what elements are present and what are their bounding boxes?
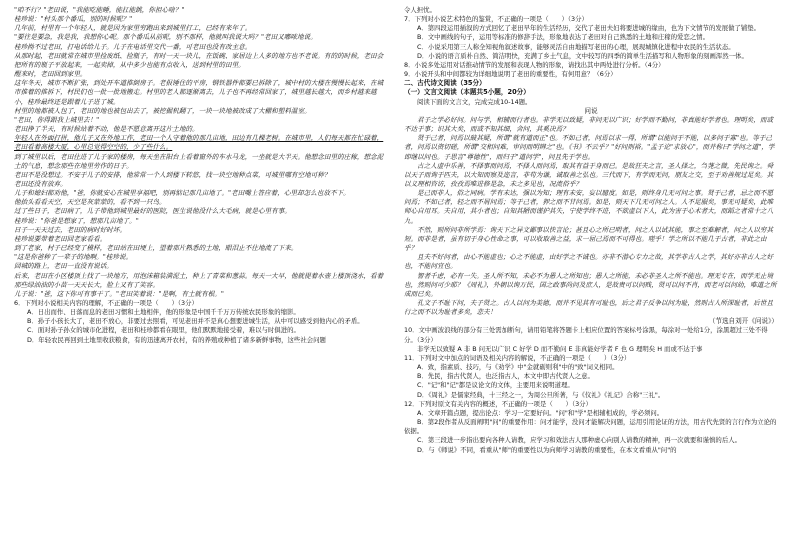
question-6-option-d: D．年轻农民再回到土地里收获粮食，有的迅速离开农村，有的养殖或种植了诸多新鲜事物，这些社会问题 [27,335,326,344]
continued-text: 令人担忧。 [404,6,436,14]
question-7-option-c: C．小说采用第三人称全知视角叙述故事，能够灵活自由地描写老田的心理，展现城镇化进程中农民的生活状态。 [417,42,735,51]
story-line: 从那时起，老田就常在城市里捡废纸、捡瓶子，有时一天一块儿，在饭碗、家居边上人多的地方也不老说。有的的时候，老田会把所有的瓶子平放起来，一起卖掉，从中多少也能有点收入，送到村里的田里。 [14,51,384,69]
question-9: 9．小说开头和中间都较为详细地说明了老田的重要性，有何用意？（6分） [404,70,617,79]
question-12-option-c: C．第三段进一步指出要向各种人请教，应学习和效法古人那种虚心向别人请教的精神，再一次就要和谨慎的后人。 [417,436,741,445]
question-8: 8．小说多处运用对话推动情节的发展和表现人物的形象，请找出其中两处进行分析。（4分） [404,60,665,69]
story-line: "要往是要急，我是我，我想你心呢。那个番瓜从前呢，别不那样，他就叫我说大吗？"老田又嘟哝地说。 [14,33,317,42]
passage-title: 问说 [584,106,598,115]
passage-paragraph: 孔文子不耻下问，夫子贤之。古人以问为美德，而并不见其有可耻也，后之君子反争以问为耻，然则古人所深耻者，后世且行之而不以为耻者多矣，悲夫！ [404,299,774,317]
question-11-option-d: D．《周礼》是儒家经典，十三经之一，为周公旦所著，与《仪礼》《礼记》合称"三礼"。 [417,390,665,399]
question-6-stem: 6．下列对小说相关内容的理解，不正确的一项是（ ）（3分） [14,299,198,307]
story-line: 几年前，村里有一个年轻人，就是因为家里穷跑出来到城里打工，已经有来年了。 [14,24,252,33]
question-7-stem: 7．下列对小说艺术特色的鉴赏，不正确的一项是（ ）（3分） [404,15,588,24]
passage-paragraph: 不然，则所问非所学焉：询天下之异文鄙事以快言论；甚且心之所已明者，问之人以试其能，事之至难解者，问之人以穷其短。而非是者，虽有切于身心性命之事，可以收取善之益，求一屈己焉而不可得也。嗟乎！学之所以不能几于古者，非此之由乎？ [404,225,774,253]
story-line: 这年冬天，城市不断扩张，到处开车道推倒房子。老报锤住的平房，钢铁器件都要已拆除了，城中村的大楼在慢慢长起来，在城市推着的推拆下，村民们也一批一批地搬走。村里的老人都逐渐离去，儿子也不再经常回家了，城里越长越大，而乡村越来越小，桂珍最终还是跟着儿子进了城。 [14,79,384,106]
question-10-options: 非学无以致疑 A 非 B 问无以广识 C 好学 D 而不勤问 E 非真能好学者 F 也 G 理明矣 H 而或不达于事 [417,344,703,353]
question-6-option-a: A．日出而作、日落而息的老田习惯和土地相伴，他的形象是中国千千万万传统农民形象的缩影。 [27,308,300,317]
question-11-stem: 11．下列对文中加点的词语及相关内容的解说，不正确的一项是（ ）（3分） [404,353,631,362]
story-line: 儿子说："爸，这下你可有事干了。"老田笑着说："是啊，有土就有根。" [14,289,224,298]
left-column [14,6,388,554]
question-7-option-b: B．文中画线的句子，运用等标准的修辞手法，形象地表达了老田对自己熟悉的土地和庄稼的爱恋之情。 [417,33,709,42]
question-10-stem: 10．文中画波浪线的部分有三处需加断句，请用铅笔将答题卡上相应位置的答案标号涂黑，每涂对一处给1分，涂黑超过三处不得分。（3分） [404,326,768,344]
story-line: 老田不是没想过。不安于儿子的安排，他常常一个人到楼下转悠，找一块空地种点菜，可城里哪有空地可种？ [14,170,331,179]
story-line: 桂珍拗不过老田，打电话给儿子。儿子在电话里交代一番，可老田也没有改主意。 [14,42,252,51]
story-line: "咱不行？"老田说，"我能吃能睡，能扛能跳，你担心啥？" [14,6,185,14]
story-line: 桂珍说要带着老田回老家看看。 [14,234,107,243]
story-line: 老田挣了半天，有时候站着不动，他是不愿意离开这片土地的。 [14,125,199,134]
question-12-option-b: B．第2段作者从反面阐明"问"的重要作用：问才能学，没问才能解决问题，运用引用论证的方法，用古代先贤的言行作为立论的依据。 [404,418,777,436]
story-line: 老田还没有放弃。 [14,179,67,188]
story-line: 桂珍说："你爸是想家了，想那几亩地了。" [14,216,139,225]
reading-instruction: 阅读下面的文言文，完成完成10-14题。 [417,97,532,106]
passage-paragraph: 智者千虑，必有一失。圣人所不知，未必不为愚人之所知也；愚人之所能，未必非圣人之所不能也。理无专在，而学无止境也，然则问可少耶？《周礼》，外朝以询万民，国之政事尚问及庶人，是故贵可以问贱，贤可以问不肖，而老可以问幼，唯道之所成而已矣。 [404,271,777,298]
passage-paragraph: 古之人虚中乐善，不择事而问焉，不择人而问焉，取其有益于身而已。是故狂夫之言，圣人择之，刍荛之微，先民询之。舜以天子而询于匹夫，以大知而察及迩言，非苟为谦，诚取善之弘也。三代而下，有学而无问，朋友之交，至于劝善规过足矣。其以义理相咨访，孜孜焉唯进修是急，未之多见也，况流俗乎？ [404,161,774,188]
right-column [404,6,778,554]
story-line: "这是你爸种了一辈子的地啊。"桂珍说。 [14,253,133,262]
passage-paragraph: 且夫不好问者，由心不能虚也；心之不能虚，由好学之不诚也。亦非不潜心专力之故，其学非古人之学，其好亦非古人之好也，不能问宜也。 [404,253,774,271]
passage-paragraph: 君子之学必好问。问与学，相辅而行者也。非学无以致疑，非问无以广识；好学而不勤问，非真能好学者也。理明矣，而或不达于事；识其大矣，而或不知其细，舍问，其奚决焉？ [404,115,774,134]
story-line: 回城的路上，老田一直没有说话。 [14,262,113,271]
story-line: 到了城里以后，老田住进了儿子家的楼房，每天坐在阳台上看着窗外的车水马龙，一坐就是大半天。他想念田里的庄稼，想念泥土的气息，想念那些在地里劳作的日子。 [14,152,384,170]
passage-paragraph: 贤于己者，问焉以破其疑，所谓"就有道而正"也。不如己者，问焉以求一得，所谓"以能问于不能，以多问于寡"也。等于己者，问焉以资切磋，所谓"交相问难，审问而明辨之"也。《书》不云乎？"好问则裕。"孟子论"求放心"，而并称曰"学问之道"，学即继以问也。子思言"尊德性"，而归于"道问学"，问且先于学也。 [404,134,775,161]
question-7-option-a: A．第四段运用插叙的方式回忆了老田早年的生活经历，交代了老田夫妇将要进城的缘由，也为下文情节的发展做了铺垫。 [417,24,761,33]
section-heading: 二、古代诗文阅读（35分） [404,79,486,88]
question-12-stem: 12．下列对原文有关内容的概述，不正确的一项是（ ）（3分） [404,399,592,408]
story-line: 醒来时，老田回到家里。 [14,70,87,79]
question-11-option-a: A．致，指素质、技巧，与《劝学》中"金就砺则利"中的"致"词义相同。 [417,363,619,372]
story-line: "老田，你得跟我上城里去！" [14,115,100,124]
passage-paragraph: 是己而非人，俗之同病。学有未达，强以为知；理有未安，妄以臆度。如是，则终身几无可问之事。贤于己者，忌之而不愿问焉；不如己者，轻之而不屑问焉；等于己者，狎之而不甘问焉。如是，则天下几无可问之人。人不足服矣，事无可疑矣，此唯师心自用耳。夫自用，其小者也；自知其陋而谨护其失，宁使学终不进，不欲虚以下人，此为害于心术者大，而蹈之者常十之八九。 [404,189,774,225]
passage-attribution: （节选自刘开《问说》） [708,317,778,326]
question-12-option-a: A．文章开篇点题，提出论点：学习一定要好问。"问"和"学"是相辅相成的，学必须问。 [417,408,664,417]
story-line: 桂珍说："村头那个番瓜，别的时候呢？" [14,15,133,24]
story-line: 到了老家，村子已经变了模样，老田站在田埂上，望着那片熟悉的土地，眼泪止不住地流了下来。 [14,244,298,253]
story-line: 过了些日子，老田病了，儿子带他到城里最好的医院，医生说他没什么大毛病，就是心里有事。 [14,207,291,216]
story-line: 后来，老田在小区楼顶上找了一块地方，用泡沫箱装满泥土，种上了青菜和葱蒜。每天一大早，他就提着水壶上楼顶浇水，看着那些绿油油的小苗一天天长大，脸上又有了笑容。 [14,271,384,289]
story-line: 村里的地都被人包了，老田的地也被包出去了，被挖掘机翻了，一块一块地被改成了大棚和塑料温室。 [14,106,311,115]
subsection-heading: （一）文言文阅读（本题共5小题，20分） [404,88,530,97]
question-6-option-b: B．孙子小孩长大了，老田不放心，非要过去照看，可见老田并不是真心想要进城生活，从中可以感受到他内心的矛盾。 [27,317,364,326]
story-line: 日子一天天过去，老田的病时好时坏。 [14,225,127,234]
question-7-option-d: D．小说的语言质朴自然、简洁明快，充满了乡土气息，文中较写的四季的简单生活描写和人物形象的刻画浑然一体。 [417,51,748,60]
question-11-option-c: C．"记"和"记"都是议论文的文体，主要用来说明道理。 [417,381,574,390]
story-line: 他抬头看看天空，天空是灰蒙蒙的，看不到一只鸟。 [14,198,166,207]
story-line-underlined: 年轻人在外面打拼，他儿子又在外地工作，老田一个人守着他的那几亩地，田边有几棵老树。在城市里，人们每天都在忙碌着，老田看着高楼大厦，心里总觉得空空的，少了些什么。 [14,134,384,152]
question-12-option-d: D．与《师说》不同，看重从"师"的重要性以为向师学习请教的重要性，在本文看重从"问"的 [417,445,677,454]
story-line: 儿子和媳妇都劝他，"爸，你就安心在城里享福吧，别再惦记那几亩地了。"老田嘴上答应着，心里却怎么也放不下。 [14,189,350,198]
question-11-option-b: B．先民，指古代贤人，也泛指古人，本文中即古代贤人之意。 [417,372,594,381]
question-6-option-c: C．面对孙子孙女的城市化进程，老田和桂珍都看在眼里，他们默默地接受着，难以与时俱进的。 [27,326,300,335]
